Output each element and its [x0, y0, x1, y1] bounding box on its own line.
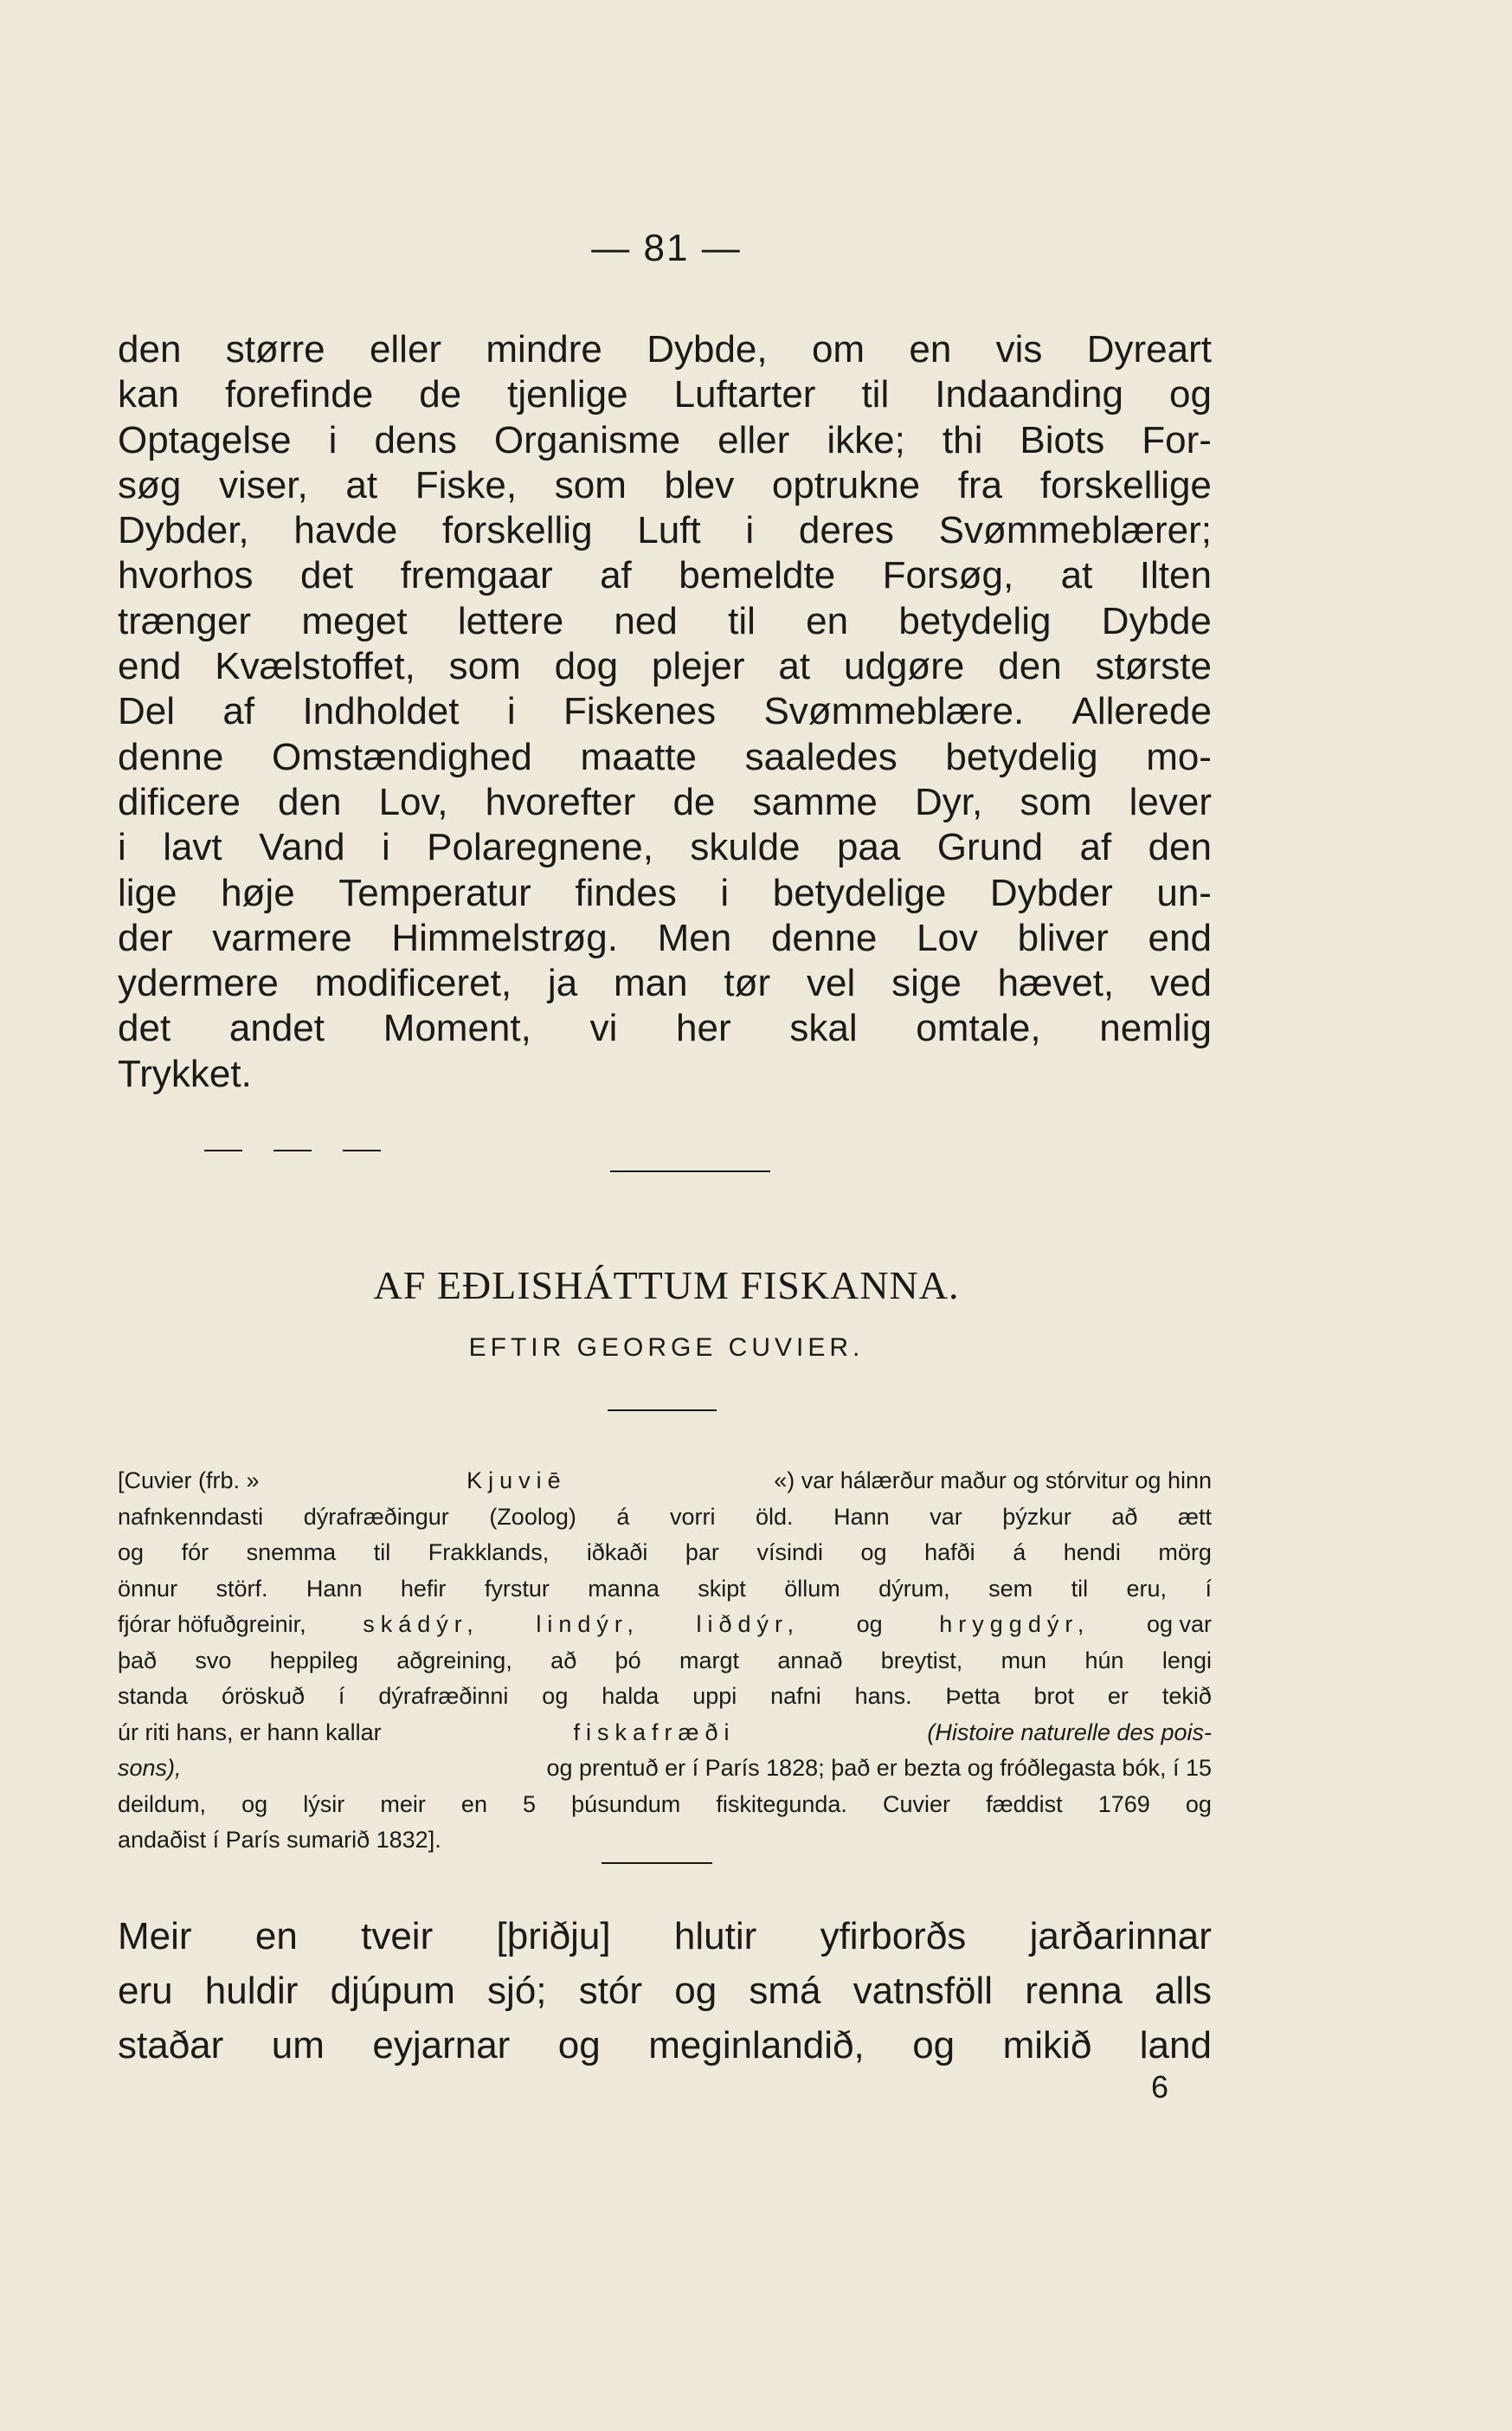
note-line: úr riti hans, er hann kallar fiskafræði (Histoire naturelle des pois- — [118, 1718, 1212, 1745]
text-line: Dybder, havde forskellig Luft i deres Svømmeblærer; — [118, 509, 1212, 552]
text-line: trænger meget lettere ned til en betydelig Dybde — [118, 599, 1212, 642]
text-line: staðar um eyjarnar og meginlandið, og mikið land — [118, 2024, 1212, 2067]
article-title: AF EÐLISHÁTTUM FISKANNA. — [373, 1263, 960, 1307]
text-line: Optagelse i dens Organisme eller ikke; thi Biots For- — [118, 418, 1212, 461]
section-danish-text — [118, 327, 1212, 1097]
text-line: dificere den Lov, hvorefter de samme Dyr, som lever — [118, 780, 1212, 823]
note-line: sons), og prentuð er í París 1828; það er bezta og fróðlegasta bók, í 15 — [118, 1755, 1212, 1781]
text-line: Meir en tveir [þriðju] hlutir yfirborðs jarðarinnar — [118, 1915, 1212, 1957]
note-line: standa óröskuð í dýrafræðinni og halda uppi nafni hans. Þetta brot er tekið — [118, 1683, 1212, 1709]
section-icelandic-text — [118, 1909, 1212, 2073]
section-end-dashes — [204, 1121, 412, 1160]
signature-mark: 6 — [1151, 2069, 1169, 2105]
text-line: kan forefinde de tjenlige Luftarter til Indaanding og — [118, 373, 1212, 416]
page-number: — 81 — — [591, 227, 742, 269]
title-rule — [608, 1409, 717, 1411]
section-divider-rule — [610, 1170, 770, 1172]
text-line: denne Omstændighed maatte saaledes betydelig mo- — [118, 735, 1212, 778]
note-line: önnur störf. Hann hefir fyrstur manna skipt öllum dýrum, sem til eru, í — [118, 1575, 1212, 1602]
text-line: Trykket. — [118, 1052, 252, 1095]
text-line: i lavt Vand i Polaregnene, skulde paa Grund af den — [118, 826, 1212, 869]
text-line: end Kvælstoffet, som dog plejer at udgøre den største — [118, 645, 1212, 688]
note-line: nafnkenndasti dýrafræðingur (Zoolog) á vorri öld. Hann var þýzkur að ætt — [118, 1503, 1212, 1530]
text-line: søg viser, at Fiske, som blev optrukne fra forskellige — [118, 463, 1212, 506]
note-line: það svo heppileg aðgreining, að þó margt annað breytist, mun hún lengi — [118, 1647, 1212, 1673]
text-line: der varmere Himmelstrøg. Men denne Lov bliver end — [118, 916, 1212, 959]
text-line: eru huldir djúpum sjó; stór og smá vatnsföll renna alls — [118, 1970, 1212, 2012]
text-line: hvorhos det fremgaar af bemeldte Forsøg, at Ilten — [118, 554, 1212, 597]
note-line: andaðist í París sumarið 1832]. — [118, 1827, 441, 1853]
note-line: [Cuvier (frb. » Kjuviē «) var hálærður maður og stórvitur og hinn — [118, 1467, 1212, 1493]
note-line: deildum, og lýsir meir en 5 þúsundum fiskitegunda. Cuvier fæddist 1769 og — [118, 1790, 1212, 1817]
text-line: Del af Indholdet i Fiskenes Svømmeblære. Allerede — [118, 690, 1212, 733]
note-line: og fór snemma til Frakklands, iðkaði þar vísindi og hafði á hendi mörg — [118, 1539, 1212, 1565]
note-end-rule — [602, 1862, 712, 1864]
text-line: lige høje Temperatur findes i betydelige Dybder un- — [118, 871, 1212, 914]
editor-note — [118, 1463, 1212, 1859]
text-line: det andet Moment, vi her skal omtale, nemlig — [118, 1007, 1212, 1050]
text-line: den større eller mindre Dybde, om en vis Dyreart — [118, 328, 1212, 371]
text-line: ydermere modificeret, ja man tør vel sige hævet, ved — [118, 962, 1212, 1005]
article-author: EFTIR GEORGE CUVIER. — [468, 1333, 865, 1362]
note-line: fjórar höfuðgreinir, skádýr, lindýr, liðdýr, og hryggdýr, og var — [118, 1611, 1212, 1637]
